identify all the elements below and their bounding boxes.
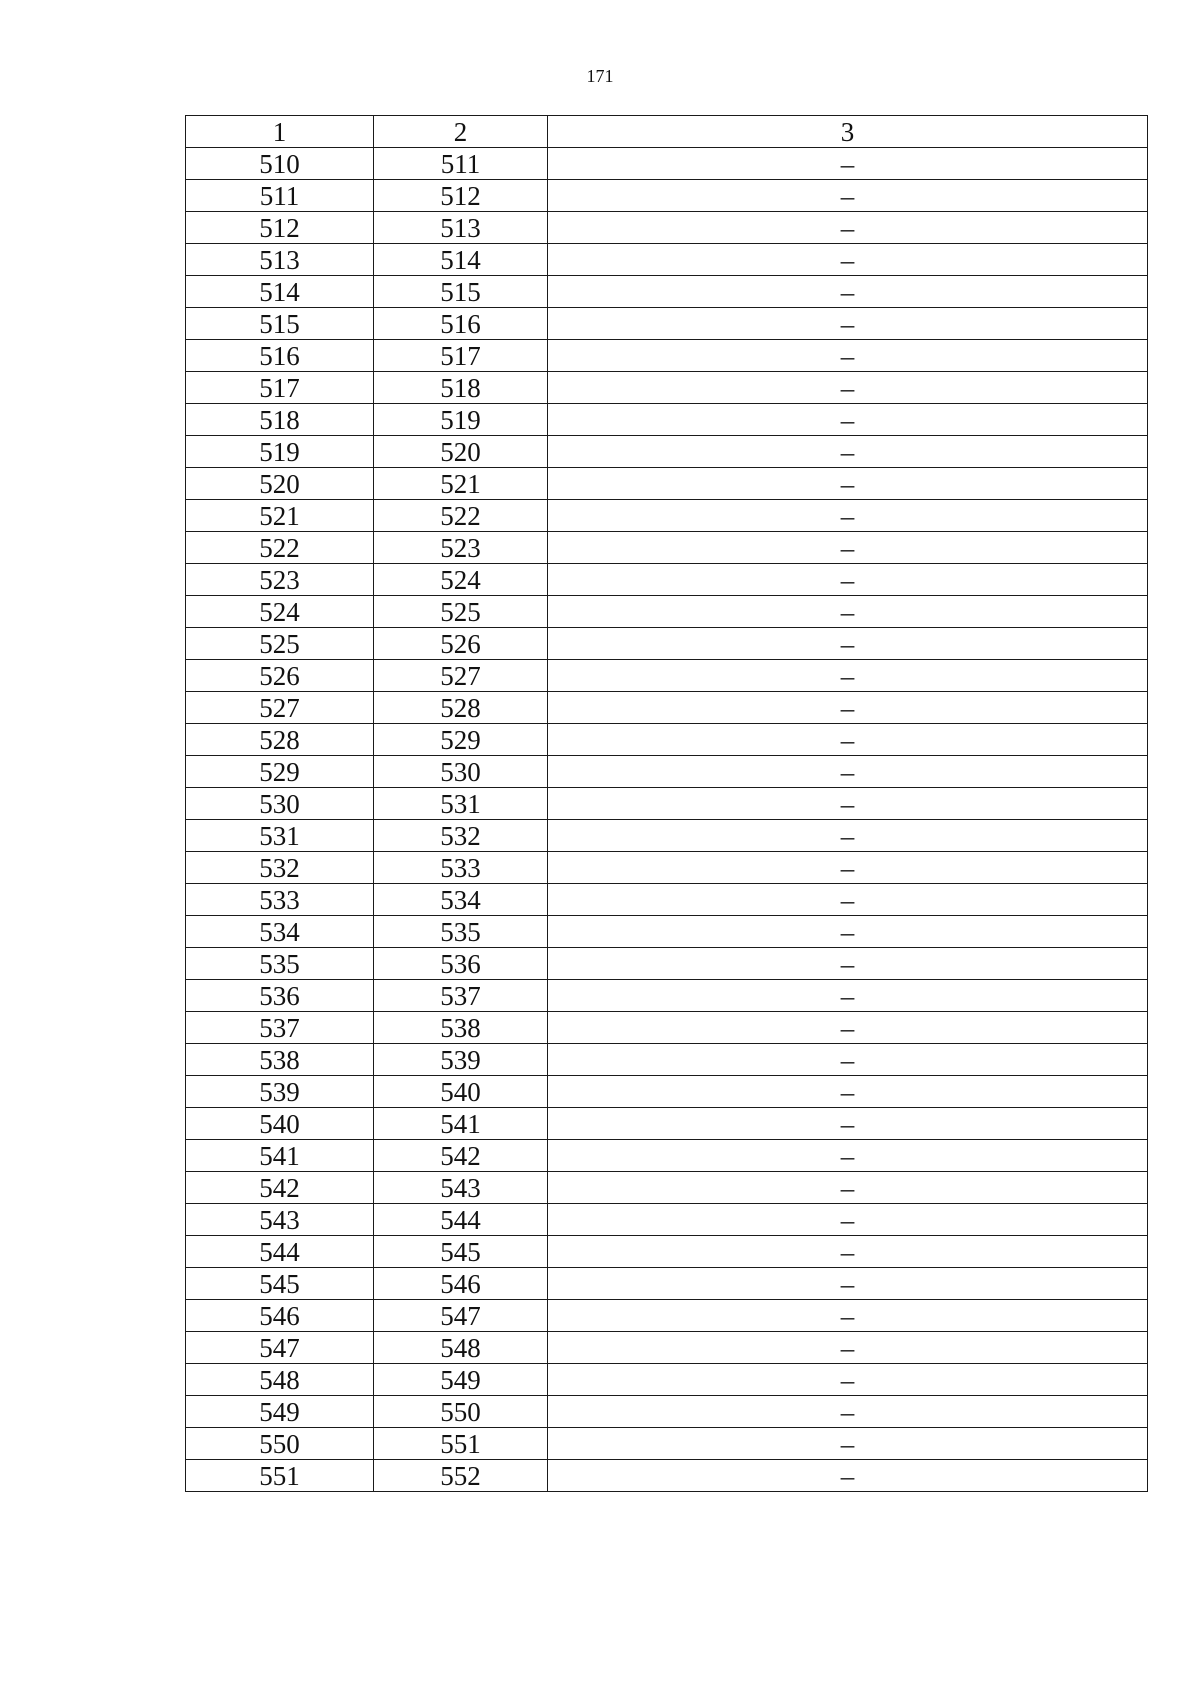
table-cell-col1: 537 — [186, 1012, 374, 1044]
table-cell-col1: 546 — [186, 1300, 374, 1332]
table-cell-col1: 521 — [186, 500, 374, 532]
table-row — [186, 1140, 1148, 1172]
table-cell-col3: – — [548, 436, 1148, 468]
table-cell-col2: 528 — [374, 692, 548, 724]
table-cell-col2: 522 — [374, 500, 548, 532]
table-row — [186, 948, 1148, 980]
table-cell-col2: 526 — [374, 628, 548, 660]
table-cell-col1: 512 — [186, 212, 374, 244]
table-row — [186, 148, 1148, 180]
table-cell-col2: 550 — [374, 1396, 548, 1428]
table-cell-col1: 547 — [186, 1332, 374, 1364]
header-cell-2: 2 — [374, 116, 548, 148]
table-cell-col3: – — [548, 1140, 1148, 1172]
table-cell-col1: 514 — [186, 276, 374, 308]
table-cell-col2: 541 — [374, 1108, 548, 1140]
table-cell-col1: 524 — [186, 596, 374, 628]
table-cell-col2: 544 — [374, 1204, 548, 1236]
table-cell-col3: – — [548, 308, 1148, 340]
table-cell-col3: – — [548, 1268, 1148, 1300]
table-row — [186, 1268, 1148, 1300]
table-cell-col3: – — [548, 756, 1148, 788]
table-cell-col1: 531 — [186, 820, 374, 852]
table-body — [186, 116, 1148, 1492]
table-row — [186, 532, 1148, 564]
table-row — [186, 756, 1148, 788]
table-row — [186, 1460, 1148, 1492]
table-row — [186, 916, 1148, 948]
table-row — [186, 1364, 1148, 1396]
table-cell-col1: 534 — [186, 916, 374, 948]
table-cell-col1: 532 — [186, 852, 374, 884]
table-cell-col2: 512 — [374, 180, 548, 212]
table-cell-col3: – — [548, 628, 1148, 660]
table-cell-col3: – — [548, 692, 1148, 724]
table-cell-col3: – — [548, 532, 1148, 564]
table-cell-col3: – — [548, 372, 1148, 404]
table-cell-col3: – — [548, 500, 1148, 532]
table-cell-col2: 523 — [374, 532, 548, 564]
table-cell-col2: 546 — [374, 1268, 548, 1300]
table-cell-col2: 534 — [374, 884, 548, 916]
table-cell-col1: 539 — [186, 1076, 374, 1108]
table-row — [186, 692, 1148, 724]
table-row — [186, 212, 1148, 244]
table-row — [186, 852, 1148, 884]
table-cell-col3: – — [548, 1044, 1148, 1076]
table-cell-col2: 515 — [374, 276, 548, 308]
table-cell-col1: 549 — [186, 1396, 374, 1428]
table-cell-col2: 549 — [374, 1364, 548, 1396]
table-cell-col2: 529 — [374, 724, 548, 756]
table-cell-col1: 523 — [186, 564, 374, 596]
table-cell-col2: 533 — [374, 852, 548, 884]
table-cell-col3: – — [548, 1076, 1148, 1108]
table-cell-col1: 516 — [186, 340, 374, 372]
table-cell-col2: 543 — [374, 1172, 548, 1204]
table-cell-col2: 525 — [374, 596, 548, 628]
table-cell-col3: – — [548, 1396, 1148, 1428]
table-cell-col2: 519 — [374, 404, 548, 436]
table-row — [186, 1236, 1148, 1268]
table-cell-col3: – — [548, 724, 1148, 756]
table-cell-col1: 530 — [186, 788, 374, 820]
header-cell-1: 1 — [186, 116, 374, 148]
table-cell-col3: – — [548, 276, 1148, 308]
table-row — [186, 596, 1148, 628]
table-cell-col2: 514 — [374, 244, 548, 276]
table-cell-col2: 545 — [374, 1236, 548, 1268]
table-cell-col3: – — [548, 244, 1148, 276]
table-cell-col2: 517 — [374, 340, 548, 372]
table-row — [186, 1012, 1148, 1044]
table-cell-col2: 538 — [374, 1012, 548, 1044]
table-cell-col1: 527 — [186, 692, 374, 724]
table-cell-col3: – — [548, 1236, 1148, 1268]
table-cell-col3: – — [548, 404, 1148, 436]
table-cell-col3: – — [548, 788, 1148, 820]
table-cell-col3: – — [548, 212, 1148, 244]
table-cell-col1: 529 — [186, 756, 374, 788]
table-cell-col3: – — [548, 1172, 1148, 1204]
table-cell-col1: 533 — [186, 884, 374, 916]
table-row — [186, 1428, 1148, 1460]
table-row — [186, 1076, 1148, 1108]
table-cell-col2: 521 — [374, 468, 548, 500]
table-cell-col2: 531 — [374, 788, 548, 820]
table-row — [186, 340, 1148, 372]
table-cell-col1: 541 — [186, 1140, 374, 1172]
table-cell-col3: – — [548, 980, 1148, 1012]
table-cell-col2: 535 — [374, 916, 548, 948]
table-cell-col2: 552 — [374, 1460, 548, 1492]
table-cell-col2: 530 — [374, 756, 548, 788]
table-row — [186, 628, 1148, 660]
table-cell-col1: 551 — [186, 1460, 374, 1492]
table-cell-col2: 548 — [374, 1332, 548, 1364]
table-row — [186, 180, 1148, 212]
table-cell-col2: 527 — [374, 660, 548, 692]
table-row — [186, 884, 1148, 916]
table-cell-col1: 545 — [186, 1268, 374, 1300]
table-header-row — [186, 116, 1148, 148]
table-cell-col1: 542 — [186, 1172, 374, 1204]
table-row — [186, 404, 1148, 436]
table-row — [186, 788, 1148, 820]
table-cell-col2: 547 — [374, 1300, 548, 1332]
table-row — [186, 1172, 1148, 1204]
table-row — [186, 1332, 1148, 1364]
table-cell-col3: – — [548, 1332, 1148, 1364]
table-cell-col3: – — [548, 1204, 1148, 1236]
table-cell-col2: 524 — [374, 564, 548, 596]
table-row — [186, 500, 1148, 532]
table-row — [186, 820, 1148, 852]
table-cell-col1: 517 — [186, 372, 374, 404]
table-cell-col1: 515 — [186, 308, 374, 340]
table-cell-col3: – — [548, 916, 1148, 948]
table-cell-col1: 526 — [186, 660, 374, 692]
table-cell-col1: 538 — [186, 1044, 374, 1076]
table-row — [186, 436, 1148, 468]
table-cell-col3: – — [548, 1300, 1148, 1332]
table-cell-col2: 536 — [374, 948, 548, 980]
table-cell-col1: 536 — [186, 980, 374, 1012]
table-cell-col1: 535 — [186, 948, 374, 980]
table-cell-col2: 516 — [374, 308, 548, 340]
table-row — [186, 1204, 1148, 1236]
table-cell-col1: 525 — [186, 628, 374, 660]
table-cell-col1: 540 — [186, 1108, 374, 1140]
table-cell-col3: – — [548, 180, 1148, 212]
table-row — [186, 724, 1148, 756]
table-row — [186, 1108, 1148, 1140]
table-row — [186, 372, 1148, 404]
table-cell-col3: – — [548, 564, 1148, 596]
table-cell-col1: 510 — [186, 148, 374, 180]
table-row — [186, 468, 1148, 500]
table-cell-col3: – — [548, 1428, 1148, 1460]
table-cell-col3: – — [548, 1012, 1148, 1044]
table-cell-col3: – — [548, 884, 1148, 916]
table-row — [186, 1396, 1148, 1428]
table-cell-col2: 542 — [374, 1140, 548, 1172]
table-cell-col1: 513 — [186, 244, 374, 276]
table-cell-col1: 544 — [186, 1236, 374, 1268]
table-cell-col3: – — [548, 1364, 1148, 1396]
table-cell-col1: 543 — [186, 1204, 374, 1236]
table-cell-col3: – — [548, 852, 1148, 884]
table-cell-col2: 511 — [374, 148, 548, 180]
table-cell-col1: 511 — [186, 180, 374, 212]
table-cell-col1: 528 — [186, 724, 374, 756]
table-cell-col2: 520 — [374, 436, 548, 468]
table-cell-col2: 551 — [374, 1428, 548, 1460]
page-number: 171 — [586, 66, 614, 86]
table-cell-col3: – — [548, 340, 1148, 372]
table-cell-col3: – — [548, 948, 1148, 980]
table-row — [186, 980, 1148, 1012]
table-row — [186, 660, 1148, 692]
table-cell-col1: 518 — [186, 404, 374, 436]
table-cell-col3: – — [548, 148, 1148, 180]
table-cell-col1: 520 — [186, 468, 374, 500]
table-cell-col3: – — [548, 596, 1148, 628]
table-cell-col2: 518 — [374, 372, 548, 404]
table-cell-col2: 540 — [374, 1076, 548, 1108]
table-cell-col1: 548 — [186, 1364, 374, 1396]
header-cell-3: 3 — [548, 116, 1148, 148]
table-cell-col1: 522 — [186, 532, 374, 564]
table-cell-col2: 537 — [374, 980, 548, 1012]
table-row — [186, 564, 1148, 596]
table-cell-col2: 532 — [374, 820, 548, 852]
table-row — [186, 308, 1148, 340]
table-row — [186, 276, 1148, 308]
table-cell-col2: 539 — [374, 1044, 548, 1076]
table-cell-col3: – — [548, 1108, 1148, 1140]
table-cell-col3: – — [548, 660, 1148, 692]
table-cell-col1: 519 — [186, 436, 374, 468]
table-row — [186, 244, 1148, 276]
table-cell-col2: 513 — [374, 212, 548, 244]
table-cell-col3: – — [548, 468, 1148, 500]
table-cell-col1: 550 — [186, 1428, 374, 1460]
table-cell-col3: – — [548, 820, 1148, 852]
table-row — [186, 1300, 1148, 1332]
data-table — [185, 115, 1148, 1492]
table-cell-col3: – — [548, 1460, 1148, 1492]
table-row — [186, 1044, 1148, 1076]
